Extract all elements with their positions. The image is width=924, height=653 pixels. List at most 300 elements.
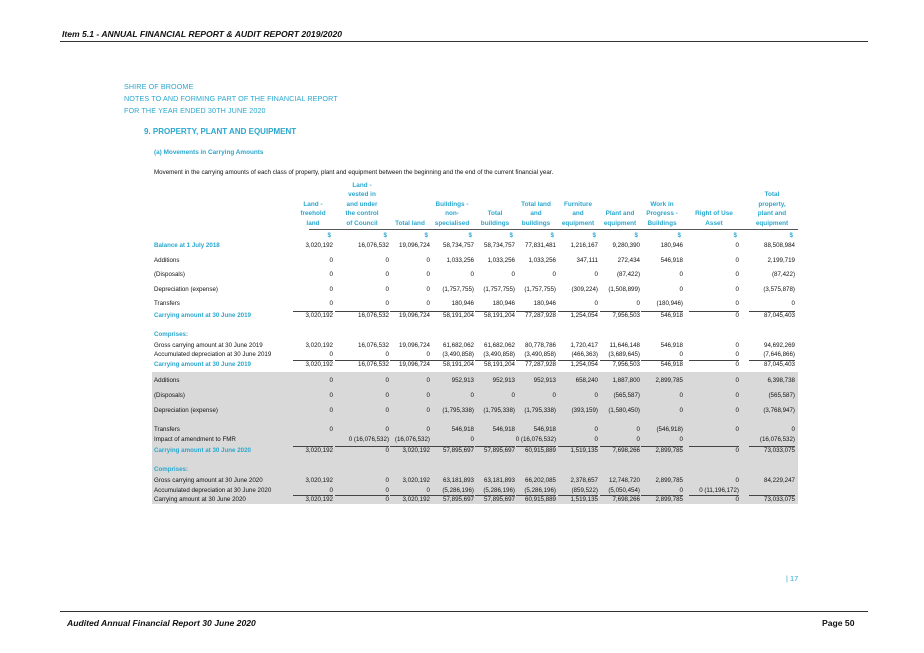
row-label: Carrying amount at 30 June 2019 (154, 312, 251, 319)
table-cell: (309,224) (571, 286, 598, 293)
column-header-line: non- (445, 210, 459, 218)
subtotal-rule (390, 495, 430, 496)
column-header-line: the control (345, 210, 379, 218)
table-cell: (87,422) (771, 271, 795, 278)
table-cell: 0 (426, 271, 430, 278)
table-cell: 0 (385, 351, 389, 358)
table-cell: 19,096,724 (399, 312, 430, 319)
row-label: Transfers (154, 426, 180, 433)
table-cell: 0 (735, 496, 739, 503)
shire-name: SHIRE OF BROOME (124, 82, 194, 91)
table-cell: 0 (552, 392, 556, 399)
table-cell: 658,240 (575, 377, 598, 384)
table-cell: 3,020,192 (305, 447, 333, 454)
table-cell: 19,096,724 (399, 342, 430, 349)
table-cell: 0 (385, 300, 389, 307)
table-cell: 0 (679, 487, 683, 494)
table-cell: 0 (735, 477, 739, 484)
column-header (427, 200, 477, 228)
table-cell: 0 (385, 447, 389, 454)
table-cell: 0 (636, 436, 640, 443)
column-header-line: vested in (348, 191, 376, 199)
unit-label: $ (592, 232, 596, 239)
column-header (746, 190, 798, 228)
subtotal-rule (749, 495, 795, 496)
table-cell: 0 (426, 300, 430, 307)
table-cell: 19,096,724 (399, 361, 430, 368)
table-cell: 0 (679, 351, 683, 358)
subtotal-rule (600, 311, 640, 312)
row-label: Carrying amount at 30 June 2019 (154, 361, 251, 368)
column-header-line: Total land (395, 219, 425, 227)
table-cell: 0 (594, 426, 598, 433)
table-cell: 19,096,724 (399, 242, 430, 249)
table-cell: (546,918) (656, 426, 683, 433)
table-cell: (1,795,338) (483, 407, 515, 414)
table-cell: 73,033,075 (764, 496, 795, 503)
table-cell: 2,899,785 (655, 477, 683, 484)
table-cell: 952,913 (451, 377, 474, 384)
table-cell: 0 (329, 271, 333, 278)
table-cell: 57,895,697 (484, 496, 515, 503)
column-header-line: freehold (300, 210, 326, 218)
row-label: Depreciation (expense) (154, 286, 218, 293)
table-cell: 272,434 (617, 257, 640, 264)
table-cell: 1,216,167 (570, 242, 598, 249)
table-cell: 0 (385, 477, 389, 484)
table-cell: 6,398,738 (767, 377, 795, 384)
subtotal-rule (689, 311, 739, 312)
table-cell: 0 (735, 342, 739, 349)
column-header-line: Asset (705, 219, 723, 227)
footer-rule (60, 611, 868, 612)
column-header-line: equipment (561, 219, 595, 227)
table-cell: 2,899,785 (655, 496, 683, 503)
column-header-line: equipment (755, 219, 789, 227)
table-cell: 0 (791, 300, 795, 307)
column-header-line: equipment (603, 219, 637, 227)
intro-text: Movement in the carrying amounts of each class of property, plant and equipment between the beginning and the end of the current financial year. (154, 169, 554, 176)
table-cell: 0 (329, 487, 333, 494)
subtotal-rule (335, 446, 389, 447)
table-cell: 9,280,390 (612, 242, 640, 249)
table-cell: 0 (735, 286, 739, 293)
table-cell: 0 (735, 377, 739, 384)
footer-title: Audited Annual Financial Report 30 June 2020 (67, 618, 256, 628)
subtotal-rule (689, 360, 739, 361)
unit-label: $ (634, 232, 638, 239)
table-cell: 0 (636, 426, 640, 433)
subtotal-rule (516, 360, 556, 361)
table-cell: 58,191,204 (443, 312, 474, 319)
unit-label: $ (789, 232, 793, 239)
subtotal-rule (516, 311, 556, 312)
table-cell: 0 (735, 447, 739, 454)
table-cell: 180,946 (451, 300, 474, 307)
column-header-line: Plant and (605, 210, 635, 218)
table-cell: 60,915,889 (525, 496, 556, 503)
table-cell: 0 (679, 436, 683, 443)
table-cell: 1,033,256 (446, 257, 474, 264)
table-cell: 0 (329, 377, 333, 384)
table-cell: 88,508,984 (764, 242, 795, 249)
subtotal-rule (293, 311, 333, 312)
page-number: Page 50 (822, 618, 855, 628)
table-cell: 3,020,192 (402, 447, 430, 454)
row-label: Depreciation (expense) (154, 407, 218, 414)
column-header-line: Buildings - (435, 200, 469, 208)
subtotal-rule (293, 360, 333, 361)
unit-label: $ (677, 232, 681, 239)
unit-label: $ (468, 232, 472, 239)
row-label: (Disposals) (154, 392, 185, 399)
page-marker: | 17 (786, 574, 799, 583)
table-cell: 58,191,204 (443, 361, 474, 368)
table-cell: 1,254,054 (570, 361, 598, 368)
row-label: Gross carrying amount at 30 June 2020 (154, 477, 263, 484)
table-cell: 0 (426, 286, 430, 293)
column-header (332, 181, 392, 228)
subtotal-rule (558, 446, 598, 447)
column-header-line: buildings (521, 219, 551, 227)
table-cell: 58,191,204 (484, 361, 515, 368)
table-cell: 3,020,192 (305, 496, 333, 503)
column-header-line: Total (487, 210, 503, 218)
table-cell: 546,918 (451, 426, 474, 433)
subtotal-rule (293, 495, 333, 496)
table-cell: (3,768,947) (763, 407, 795, 414)
column-header-line: Work in (650, 200, 674, 208)
table-cell: 1,519,135 (570, 496, 598, 503)
subtotal-rule (475, 495, 515, 496)
header-underline (309, 229, 798, 230)
column-header-line: buildings (480, 219, 510, 227)
table-cell: 63,181,893 (443, 477, 474, 484)
row-label: Additions (154, 257, 180, 264)
subtotal-rule (749, 446, 795, 447)
notes-title: NOTES TO AND FORMING PART OF THE FINANCIAL REPORT (124, 94, 338, 103)
section-title: 9. PROPERTY, PLANT AND EQUIPMENT (144, 127, 297, 136)
table-cell: 7,956,503 (612, 312, 640, 319)
table-cell: 0 (735, 351, 739, 358)
table-cell: 180,946 (533, 300, 556, 307)
table-cell: 546,918 (660, 257, 683, 264)
table-cell: (7,646,866) (763, 351, 795, 358)
table-cell: 0 (594, 271, 598, 278)
subtotal-rule (390, 311, 430, 312)
table-cell: (1,757,755) (483, 286, 515, 293)
table-cell: 0 (552, 271, 556, 278)
column-header (686, 209, 742, 228)
table-cell: 0 (511, 392, 515, 399)
table-cell: 952,913 (492, 377, 515, 384)
table-cell: 3,020,192 (305, 361, 333, 368)
table-cell: 60,915,889 (525, 447, 556, 454)
table-cell: (3,490,858) (442, 351, 474, 358)
table-cell: 0 (385, 392, 389, 399)
table-cell: 57,895,697 (443, 447, 474, 454)
table-cell: 16,076,532 (358, 342, 389, 349)
subtotal-rule (430, 311, 474, 312)
table-cell: 0 (329, 351, 333, 358)
subtotal-rule (430, 446, 474, 447)
table-cell: (5,050,454) (608, 487, 640, 494)
row-label: Additions (154, 377, 180, 384)
table-cell: 0 (329, 426, 333, 433)
table-cell: 0 (385, 407, 389, 414)
table-cell: 2,199,719 (767, 257, 795, 264)
column-header-line: property, (758, 200, 786, 208)
table-cell: 0 (735, 257, 739, 264)
row-label: Gross carrying amount at 30 June 2019 (154, 342, 263, 349)
column-header-line: Total land (521, 200, 551, 208)
table-cell: 0 (426, 407, 430, 414)
subtotal-rule (293, 446, 333, 447)
column-header-line: Total (764, 191, 780, 199)
table-cell: 2,899,785 (655, 377, 683, 384)
column-header-line: and under (346, 200, 378, 208)
table-cell: 61,682,062 (484, 342, 515, 349)
subtotal-rule (335, 495, 389, 496)
column-header (472, 209, 518, 228)
column-header-line: of Council (346, 219, 378, 227)
table-cell: 77,287,928 (525, 361, 556, 368)
subtotal-rule (475, 360, 515, 361)
row-label: (Disposals) (154, 271, 185, 278)
row-label: Comprises: (154, 331, 189, 338)
column-header-line: Progress - (646, 210, 678, 218)
table-cell: 58,191,204 (484, 312, 515, 319)
table-cell: (1,757,755) (524, 286, 556, 293)
table-cell: 0 (470, 392, 474, 399)
table-cell: 0 (679, 286, 683, 293)
table-cell: 87,045,403 (764, 312, 795, 319)
subtotal-rule (430, 495, 474, 496)
table-cell: 2,899,785 (655, 447, 683, 454)
table-cell: 0 (329, 286, 333, 293)
table-cell: 84,229,247 (764, 477, 795, 484)
row-label: Impact of amendment to FMR (154, 436, 236, 443)
table-cell: (1,795,338) (442, 407, 474, 414)
table-cell: 3,020,192 (305, 342, 333, 349)
table-cell: 546,918 (533, 426, 556, 433)
column-header (597, 209, 643, 228)
table-cell: 16,076,532 (358, 312, 389, 319)
table-cell: (393,159) (571, 407, 598, 414)
table-cell: (16,076,532) (759, 436, 795, 443)
table-cell: 0 (735, 300, 739, 307)
table-cell: (565,587) (768, 392, 795, 399)
header-rule (60, 41, 868, 42)
table-cell: 87,045,403 (764, 361, 795, 368)
subtotal-rule (689, 446, 739, 447)
unit-label: $ (733, 232, 737, 239)
table-cell: 0 (385, 286, 389, 293)
column-header-line: land (306, 219, 320, 227)
subtotal-rule (516, 446, 556, 447)
table-cell: 77,831,481 (525, 242, 556, 249)
table-cell: 0 (11,196,172) (699, 487, 739, 494)
table-cell: 0 (636, 300, 640, 307)
table-cell: 0 (385, 257, 389, 264)
subtotal-rule (600, 495, 640, 496)
subtotal-rule (600, 446, 640, 447)
row-label: Carrying amount at 30 June 2020 (154, 496, 246, 503)
table-cell: (16,076,532) (394, 436, 430, 443)
column-header-line: and (530, 210, 542, 218)
table-cell: 546,918 (660, 342, 683, 349)
table-cell: 0 (679, 407, 683, 414)
table-cell: 0 (329, 300, 333, 307)
subtotal-rule (558, 311, 598, 312)
column-header (638, 200, 686, 228)
table-cell: 180,946 (492, 300, 515, 307)
table-cell: 57,895,697 (484, 447, 515, 454)
table-cell: 3,020,192 (305, 242, 333, 249)
subtotal-rule (335, 360, 389, 361)
table-cell: 66,202,085 (525, 477, 556, 484)
table-cell: (1,580,450) (608, 407, 640, 414)
table-cell: 1,720,417 (570, 342, 598, 349)
table-cell: 2,378,657 (570, 477, 598, 484)
column-header (513, 200, 559, 228)
table-cell: 1,033,256 (528, 257, 556, 264)
year-ended: FOR THE YEAR ENDED 30TH JUNE 2020 (124, 106, 266, 115)
table-cell: 1,033,256 (487, 257, 515, 264)
table-cell: (5,286,196) (442, 487, 474, 494)
table-cell: 57,895,697 (443, 496, 474, 503)
column-header-line: plant and (757, 210, 787, 218)
unit-label: $ (509, 232, 513, 239)
table-cell: (3,490,858) (524, 351, 556, 358)
table-cell: 3,020,192 (305, 312, 333, 319)
row-label: Carrying amount at 30 June 2020 (154, 447, 251, 454)
table-cell: (565,587) (613, 392, 640, 399)
table-cell: (3,490,858) (483, 351, 515, 358)
table-cell: 16,076,532 (358, 242, 389, 249)
column-header-line: Furniture (563, 200, 593, 208)
table-cell: 180,946 (660, 242, 683, 249)
table-cell: 0 (329, 257, 333, 264)
table-cell: 94,692,269 (764, 342, 795, 349)
table-cell: 0 (385, 426, 389, 433)
table-cell: 11,646,148 (609, 342, 640, 349)
table-cell: (1,508,899) (608, 286, 640, 293)
table-cell: 0 (426, 257, 430, 264)
subtotal-rule (516, 495, 556, 496)
page-header-title: Item 5.1 - ANNUAL FINANCIAL REPORT & AUDIT REPORT 2019/2020 (62, 29, 342, 39)
table-cell: 0 (679, 271, 683, 278)
column-header (290, 200, 336, 228)
table-cell: 80,778,786 (525, 342, 556, 349)
table-cell: (1,795,338) (524, 407, 556, 414)
table-cell: 0 (385, 496, 389, 503)
table-cell: 546,918 (660, 312, 683, 319)
table-cell: 0 (385, 487, 389, 494)
table-cell: 63,181,893 (484, 477, 515, 484)
table-cell: (180,946) (656, 300, 683, 307)
table-cell: 58,734,757 (484, 242, 515, 249)
table-cell: 0 (426, 487, 430, 494)
table-cell: 0 (426, 351, 430, 358)
unit-label: $ (383, 232, 387, 239)
table-cell: 0 (735, 392, 739, 399)
subtotal-rule (641, 446, 683, 447)
subtotal-rule (430, 360, 474, 361)
table-cell: 1,254,054 (570, 312, 598, 319)
table-cell: 0 (735, 271, 739, 278)
table-cell: 16,076,532 (358, 361, 389, 368)
table-cell: 0 (735, 407, 739, 414)
table-cell: 3,020,192 (305, 477, 333, 484)
row-label: Comprises: (154, 466, 189, 473)
table-cell: 546,918 (660, 361, 683, 368)
table-cell: 546,918 (492, 426, 515, 433)
table-cell: 7,698,266 (612, 447, 640, 454)
table-cell: 58,734,757 (443, 242, 474, 249)
table-cell: 0 (426, 377, 430, 384)
column-header-line: and (572, 210, 584, 218)
subtotal-rule (390, 360, 430, 361)
row-label: Transfers (154, 300, 180, 307)
table-cell: 0 (791, 426, 795, 433)
column-header-line: Right of Use (695, 210, 733, 218)
table-cell: 0 (470, 271, 474, 278)
table-cell: 3,020,192 (402, 477, 430, 484)
table-cell: 0 (735, 426, 739, 433)
subtotal-rule (689, 495, 739, 496)
table-cell: (466,363) (571, 351, 598, 358)
subtotal-rule (475, 311, 515, 312)
table-cell: 0 (426, 392, 430, 399)
table-cell: 0 (16,076,532) (515, 436, 556, 443)
table-cell: (87,422) (616, 271, 640, 278)
subtotal-rule (641, 495, 683, 496)
table-cell: 0 (329, 407, 333, 414)
unit-label: $ (424, 232, 428, 239)
table-cell: (3,575,878) (763, 286, 795, 293)
table-cell: 77,287,928 (525, 312, 556, 319)
subtotal-rule (335, 311, 389, 312)
subtotal-rule (641, 311, 683, 312)
table-cell: 1,519,135 (570, 447, 598, 454)
unit-label: $ (550, 232, 554, 239)
table-cell: (5,286,196) (483, 487, 515, 494)
table-cell: 0 (735, 242, 739, 249)
row-label: Balance at 1 July 2018 (154, 242, 220, 249)
table-cell: (5,286,196) (524, 487, 556, 494)
table-cell: 0 (385, 271, 389, 278)
table-cell: 0 (329, 392, 333, 399)
row-label: Accumulated depreciation at 30 June 2020 (154, 487, 272, 494)
table-cell: 0 (426, 426, 430, 433)
column-header-line: Land - (352, 182, 372, 189)
subtotal-rule (558, 495, 598, 496)
table-cell: 7,698,266 (612, 496, 640, 503)
table-cell: 952,913 (533, 377, 556, 384)
column-header-line: Land - (303, 200, 323, 208)
table-cell: 0 (594, 436, 598, 443)
table-cell: (3,689,645) (608, 351, 640, 358)
subtotal-rule (749, 311, 795, 312)
subsection-title: (a) Movements in Carrying Amounts (154, 149, 264, 156)
table-cell: 61,682,062 (443, 342, 474, 349)
table-cell: 3,020,192 (402, 496, 430, 503)
subtotal-rule (600, 360, 640, 361)
table-cell: (1,757,755) (442, 286, 474, 293)
table-cell: 0 (511, 271, 515, 278)
table-cell: (859,522) (571, 487, 598, 494)
